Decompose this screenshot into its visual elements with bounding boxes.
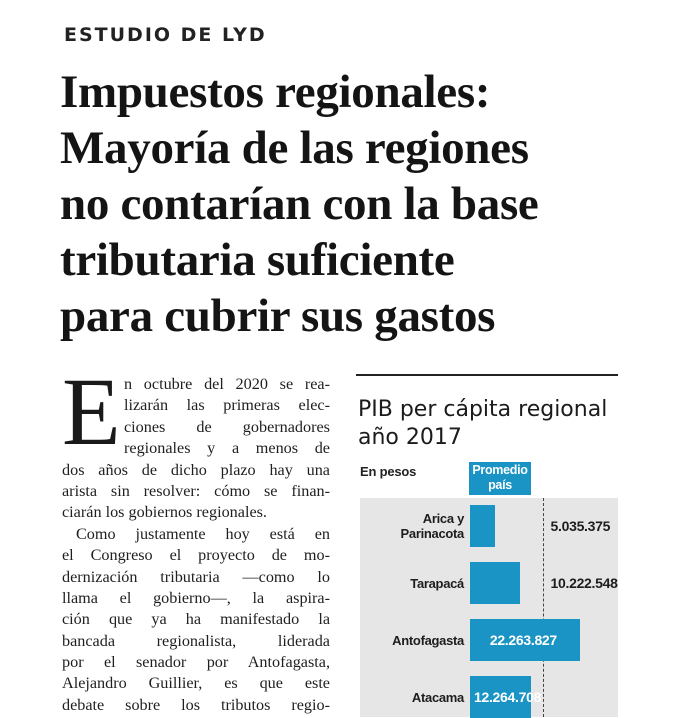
article-line: ciones de gobernadores [124,417,330,436]
bar [470,505,495,547]
gdp-per-capita-chart [356,374,618,717]
value-label: 5.035.375 [550,518,611,534]
average-label-line: Promedio [472,463,528,477]
article-line: ciarán los gobiernos regionales. [62,503,267,522]
article-line: bancada regionalista, liderada [62,631,330,650]
article-line: n octubre del 2020 se rea- [124,375,330,393]
headline-line: Impuestos regionales: [60,66,491,118]
chart-top-rule [356,374,618,376]
article-line: dos años de dicho plazo hay una [62,460,330,479]
drop-cap: E [62,358,121,465]
average-label-line: país [488,478,512,492]
article-line: regionales y a menos de [124,439,330,458]
article-line: debate sobre los tributos regio- [62,695,330,714]
kicker: ESTUDIO DE LYD [64,24,267,46]
article-line: Como justamente hoy está en [76,524,330,543]
headline-line: para cubrir sus gastos [60,290,496,342]
headline-line: Mayoría de las regiones [60,122,529,174]
bar [470,562,520,604]
value-label: 12.264.708 [474,689,542,705]
chart-title [358,396,620,452]
value-label: 10.222.548 [550,575,618,591]
chart-title-line: año 2017 [358,425,462,450]
article-body [62,358,330,716]
category-label: Antofagasta [392,632,464,648]
category-label: Arica y Parinacota [400,511,464,541]
article-line: por el senador por Antofagasta, [62,653,330,672]
value-label: 22.263.827 [489,632,557,648]
article-line: llama el gobierno—, la aspira- [62,588,330,607]
headline-line: no contarían con la base [60,178,539,230]
average-line [543,498,544,717]
article-line: lizarán las primeras elec- [124,396,330,415]
category-label: Atacama [411,689,464,705]
unit-label: En pesos [360,464,417,479]
article-line: Alejandro Guillier, es que este [62,674,330,693]
chart-title-line: PIB per cápita regional [358,397,608,422]
article-line: ción que ya ha manifestado la [62,610,330,629]
category-label: Tarapacá [410,575,464,591]
article-line: dernización tributaria —como lo [62,567,330,586]
average-label [469,462,531,495]
article-line: el Congreso el proyecto de mo- [62,546,330,565]
article-line: arista sin resolver: cómo se finan- [62,481,330,500]
headline-line: tributaria suficiente [60,234,455,286]
plot-area [360,498,618,717]
headline [60,64,660,344]
